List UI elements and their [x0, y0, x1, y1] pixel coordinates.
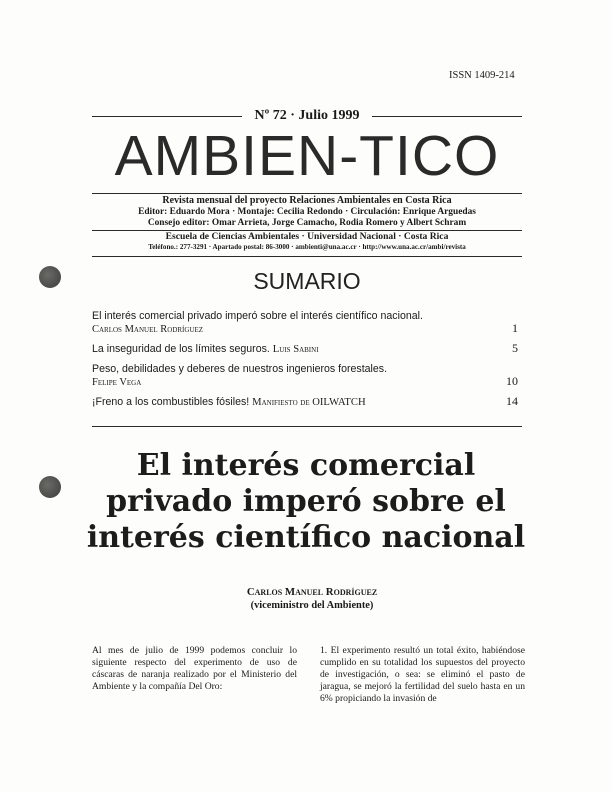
toc-item-page: 14 [506, 394, 518, 408]
masthead-title: AMBIEN-TICO [114, 124, 500, 188]
credits-school: Escuela de Ciencias Ambientales · Universidad Nacional · Costa Rica [165, 231, 449, 242]
toc-item[interactable] [92, 310, 518, 336]
toc-item-author: Carlos Manuel Rodríguez [92, 324, 204, 335]
toc-item[interactable] [92, 363, 518, 389]
article-column-left: Al mes de julio de 1999 podemos concluir lo siguiente respecto del experimento de uso de cáscaras de naranja realizado por el Ministerio del Ambiente y la compañía Del Oro: [92, 645, 297, 692]
sumario-title: SUMARIO [253, 268, 361, 294]
toc-item-page: 5 [512, 341, 518, 355]
toc-item-page: 10 [506, 374, 518, 388]
issue-rule-right [372, 116, 522, 117]
table-of-contents [92, 310, 518, 416]
article-byline [192, 586, 432, 612]
issue-rule-left [92, 116, 242, 117]
toc-item-page: 1 [512, 321, 518, 335]
headline-line: interés científico nacional [86, 520, 526, 555]
toc-item-author: Manifiesto de OILWATCH [252, 397, 366, 408]
article-column-right: 1. El experimento resultó un total éxito, habiéndose cumplido en su totalidad los supuestos del proyecto de investigación, o sea: se eliminó el pasto de jaragua, se mejoró la fertilidad del suelo hasta en un 6% propiciando la invasión de [320, 645, 525, 704]
toc-item-title: La inseguridad de los límites seguros. [92, 343, 270, 355]
toc-item[interactable] [92, 343, 518, 356]
byline-author: Carlos Manuel Rodríguez [246, 586, 378, 598]
toc-item-title: ¡Freno a los combustibles fósiles! [92, 396, 250, 408]
issue-number: Nº 72 · Julio 1999 [254, 108, 360, 123]
issn: ISSN 1409-214 [449, 70, 515, 81]
toc-item[interactable] [92, 396, 518, 409]
masthead-rule [92, 193, 522, 194]
punch-hole-top [39, 266, 61, 288]
issue-row [92, 108, 522, 124]
byline-role: (viceministro del Ambiente) [250, 600, 374, 611]
toc-item-title: El interés comercial privado imperó sobre el interés científico nacional. [92, 310, 423, 322]
toc-item-title: Peso, debilidades y deberes de nuestros ingenieros forestales. [92, 363, 388, 375]
sumario-rule [92, 426, 522, 427]
punch-hole-bottom [39, 476, 61, 498]
contact-rule [92, 256, 522, 257]
credits-contact: Teléfono.: 277-3291 · Apartado postal: 86-3000 · ambienti@una.ac.cr · http://www.una.ac.cr/ambi/revista [148, 243, 466, 251]
headline-line: privado imperó sobre el [106, 484, 506, 519]
headline-line: El interés comercial [136, 448, 476, 483]
article-headline [80, 448, 532, 556]
credits-editor: Editor: Eduardo Mora · Montaje: Cecilia Redondo · Circulación: Enrique Arguedas [138, 207, 476, 217]
toc-item-author: Felipe Vega [92, 377, 142, 388]
toc-item-author: Luis Sabini [272, 344, 319, 355]
credits-project: Revista mensual del proyecto Relaciones Ambientales en Costa Rica [162, 195, 452, 206]
credits-board: Consejo editor: Omar Arrieta, Jorge Camacho, Rodia Romero y Albert Schram [147, 218, 467, 228]
